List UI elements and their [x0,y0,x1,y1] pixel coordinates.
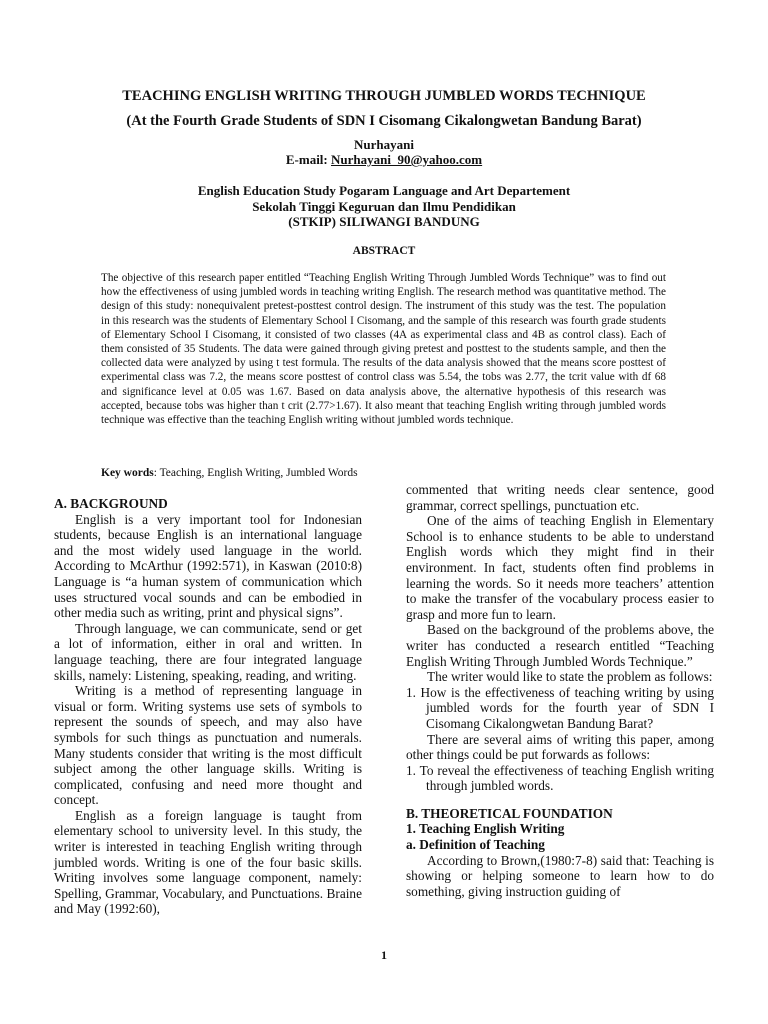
paragraph: Through language, we can communicate, send or get a lot of information, either in oral and written. In language teaching, there are four integrated language skills, namely: Listening, speaking, reading, and writing. [54,620,362,683]
spacer [406,794,714,806]
paper-subtitle: (At the Fourth Grade Students of SDN I Cisomang Cikalongwetan Bandung Barat) [126,113,642,129]
section-heading-background: A. BACKGROUND [54,496,168,511]
author-name: Nurhayani [354,137,414,152]
subsection-heading: 1. Teaching English Writing [406,821,565,837]
keywords-list: : Teaching, English Writing, Jumbled Words [153,467,358,479]
keywords-label: Key words [101,467,154,479]
institution-line-2: Sekolah Tinggi Keguruan dan Ilmu Pendidikan [252,199,516,214]
paragraph: English is a very important tool for Indonesian students, because English is an international language and the most widely used language in the world. According to McArthur (1992:571), in Kaswan (2010:8) Language is “a human system of communication which uses structured vocal sounds and can be embodied in other media such as writing, print and physical signs”. [54,511,362,621]
paragraph: commented that writing needs clear sentence, good grammar, correct spellings, punctuation etc. [406,482,714,513]
author-email [0,152,768,168]
abstract-heading: ABSTRACT [352,245,416,257]
page-number: 1 [381,948,387,962]
email-link[interactable]: Nurhayani_90@yahoo.com [331,152,483,167]
right-column [406,482,714,899]
keywords [101,467,666,479]
paragraph: The writer would like to state the problem as follows: [427,669,713,685]
paragraph: Writing is a method of representing language in visual or form. Writing systems use sets of symbols to represent the sounds of speech, and may also have symbols for such things as punctuation and numerals. Many students consider that writing is the most difficult subject among the other language skills. Writing is complicated, confusing and need more thought and concept. [54,683,362,808]
institution-line-1: English Education Study Pogaram Language and Art Departement [197,183,571,198]
paragraph: There are several aims of writing this paper, among other things could be put forwards as follows: [406,731,714,763]
subsubsection-heading: a. Definition of Teaching [406,837,545,853]
list-item: 1. How is the effectiveness of teaching writing by using jumbled words for the fourth year of SDN I Cisomang Cikalongwetan Bandung Barat? [406,684,714,731]
section-heading-theoretical: B. THEORETICAL FOUNDATION [406,805,613,821]
email-label: E-mail: [285,152,331,167]
institution-line-3: (STKIP) SILIWANGI BANDUNG [288,214,480,229]
abstract-text: The objective of this research paper entitled “Teaching English Writing Through Jumbled Words Technique” was to find out how the effectiveness of using jumbled words in teaching writing English. The research method was quantitative method. The design of this study: nonequivalent pretest-posttest control design. The instrument of this study was the test. The population in this research was the students of Elementary School I Cisomang, and the sample of this research was fourth grade students of Elementary School I Cisomang, it consisted of two classes (4A as experimental class and 4B as control class). Each of them consisted of 35 Students. The data were gained through giving pretest and posttest to the students sample, and then the collected data were analyzed by using t test formula. The results of the data analysis showed that the means score posttest of experimental class was 7.2, the means score posttest of control class was 5.54, the tobs was 2.77, the tcrit value with df 68 and significance level at 0.05 was 1.67. Based on data analysis above, the alternative hypothesis of this research was accepted, because tobs was higher than t crit (2.77>1.67). It also meant that teaching English writing through jumbled words technique was effective than the teaching English writing without jumbled words technique. [101,272,666,427]
paragraph: According to Brown,(1980:7-8) said that: Teaching is showing or helping someone to learn how to do something, giving instruction guiding of [406,852,714,899]
left-column [54,496,362,917]
paper-title: TEACHING ENGLISH WRITING THROUGH JUMBLED WORDS TECHNIQUE [122,88,646,104]
paragraph: Based on the background of the problems above, the writer has conducted a research entitled “Teaching English Writing Through Jumbled Words Technique.” [406,622,714,669]
paragraph: English as a foreign language is taught from elementary school to university level. In this study, the writer is interested in teaching English writing through jumbled words. Writing is one of the four basic skills. Writing involves some language component, namely: Spelling, Grammar, Vocabulary, and Punctuations. Braine and May (1992:60), [54,807,362,917]
list-item: 1. To reveal the effectiveness of teaching English writing through jumbled words. [406,762,714,794]
paragraph: One of the aims of teaching English in Elementary School is to enhance students to be able to understand English words which they might find in their environment. In fact, students often find problems in learning the words. So it needs more teachers’ attention to make the transfer of the vocabulary process easier to grasp and more fun to learn. [406,513,714,622]
